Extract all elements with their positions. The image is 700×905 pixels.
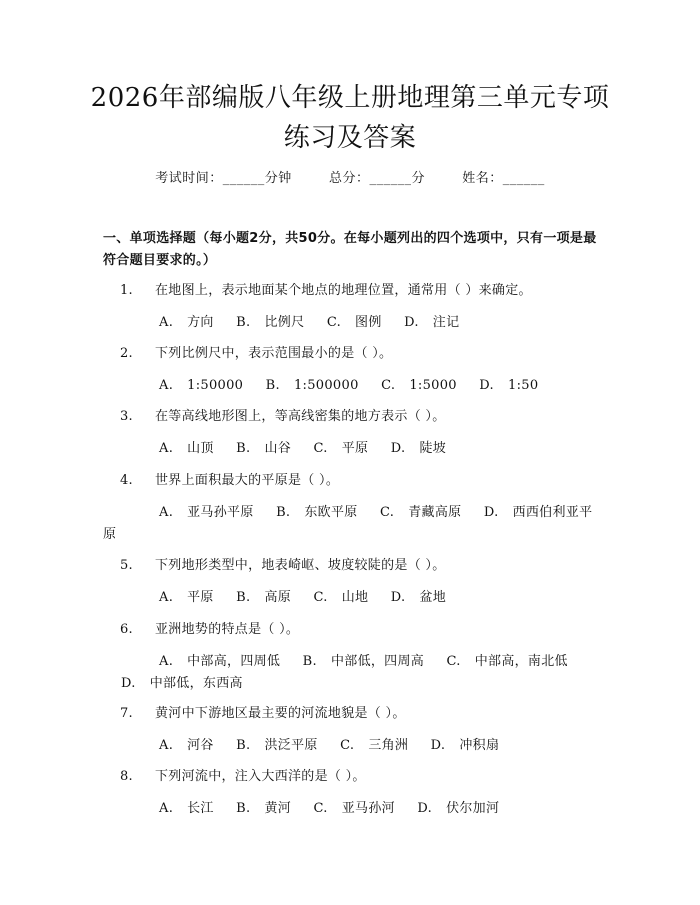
- question-number: 4.: [119, 473, 133, 488]
- question-8-options: [103, 798, 603, 820]
- question-1: [103, 280, 603, 302]
- question-6: [103, 619, 603, 641]
- option-c: C. 青藏高原: [380, 505, 462, 520]
- question-text: 亚洲地势的特点是（ ）。: [155, 622, 300, 637]
- title-line-1: 2026年部编版八年级上册地理第三单元专项: [90, 83, 610, 113]
- option-d: D. 陡坡: [390, 441, 447, 456]
- question-4: [103, 470, 603, 492]
- option-c: C. 中部高，南北低: [446, 654, 568, 669]
- option-a: A. 1:50000: [159, 378, 244, 393]
- option-d: D. 1:50: [479, 378, 539, 393]
- option-c: C. 亚马孙河: [313, 801, 395, 816]
- option-a: A. 中部高，四周低: [159, 654, 281, 669]
- title-line-2: 练习及答案: [283, 123, 417, 153]
- question-number: 8.: [119, 769, 133, 784]
- question-2-options: [103, 375, 603, 397]
- question-number: 5.: [119, 558, 133, 573]
- question-number: 2.: [119, 346, 133, 361]
- question-text: 下列地形类型中，地表崎岖、坡度较陡的是（ ）。: [155, 558, 446, 573]
- option-b: B. 黄河: [236, 801, 292, 816]
- option-a: A. 河谷: [159, 738, 214, 753]
- question-text: 下列河流中，注入大西洋的是（ ）。: [155, 769, 366, 784]
- option-d: D. 西西伯利亚平原: [103, 505, 593, 542]
- question-8: [103, 766, 603, 788]
- option-d: D. 盆地: [390, 590, 447, 605]
- option-b: B. 洪泛平原: [236, 738, 318, 753]
- question-5: [103, 555, 603, 577]
- option-b: B. 高原: [236, 590, 292, 605]
- question-6-options: [103, 651, 603, 695]
- question-text: 世界上面积最大的平原是（ ）。: [155, 473, 340, 488]
- option-b: B. 1:500000: [265, 378, 359, 393]
- option-d: D. 伏尔加河: [417, 801, 500, 816]
- option-b: B. 山谷: [236, 441, 292, 456]
- question-7-options: [103, 735, 603, 757]
- question-number: 7.: [119, 706, 133, 721]
- option-c: C. 图例: [326, 315, 382, 330]
- question-text: 黄河中下游地区最主要的河流地貌是（ ）。: [155, 706, 406, 721]
- option-c: C. 1:5000: [381, 378, 457, 393]
- exam-meta: [0, 167, 700, 186]
- exam-time: 考试时间：______分钟: [155, 171, 292, 186]
- option-a: A. 山顶: [159, 441, 214, 456]
- question-7: [103, 703, 603, 725]
- question-text: 在地图上，表示地面某个地点的地理位置，通常用（ ）来确定。: [155, 283, 532, 298]
- option-b: B. 比例尺: [236, 315, 305, 330]
- question-3-options: [103, 438, 603, 460]
- question-number: 1.: [119, 283, 133, 298]
- option-a: A. 平原: [159, 590, 214, 605]
- option-a: A. 亚马孙平原: [159, 505, 254, 520]
- question-number: 3.: [119, 409, 133, 424]
- option-d: D. 冲积扇: [430, 738, 500, 753]
- question-4-options: [103, 502, 603, 546]
- question-number: 6.: [119, 622, 133, 637]
- option-d: D. 中部低，东西高: [121, 676, 243, 691]
- option-b: B. 东欧平原: [276, 505, 358, 520]
- question-5-options: [103, 587, 603, 609]
- option-c: C. 三角洲: [340, 738, 409, 753]
- question-text: 下列比例尺中，表示范围最小的是（ ）。: [155, 346, 393, 361]
- document-title: [0, 80, 700, 160]
- section-heading: 一、单项选择题（每小题2分，共50分。在每小题列出的四个选项中，只有一项是最符合题目要求的。）: [103, 231, 597, 268]
- option-a: A. 长江: [159, 801, 214, 816]
- option-d: D. 注记: [404, 315, 460, 330]
- option-a: A. 方向: [159, 315, 214, 330]
- exam-total-score: 总分：______分: [328, 171, 425, 186]
- option-c: C. 山地: [313, 590, 369, 605]
- question-2: [103, 343, 603, 365]
- option-c: C. 平原: [313, 441, 369, 456]
- question-text: 在等高线地形图上，等高线密集的地方表示（ ）。: [155, 409, 446, 424]
- student-name: 姓名：______: [462, 171, 545, 186]
- option-b: B. 中部低，四周高: [302, 654, 425, 669]
- question-3: [103, 406, 603, 428]
- question-1-options: [103, 312, 603, 334]
